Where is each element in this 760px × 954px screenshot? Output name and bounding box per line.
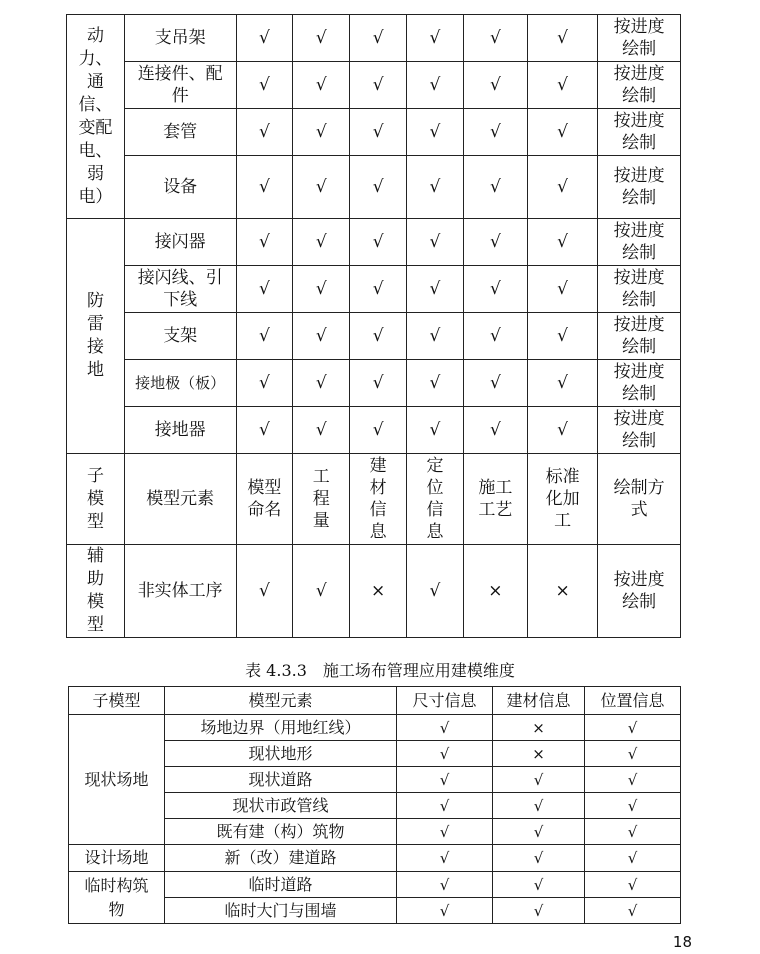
header-col: 模型命名 bbox=[236, 454, 293, 545]
mark-cell: √ bbox=[397, 898, 493, 924]
mark-cell: √ bbox=[293, 360, 350, 407]
header-submodel: 子模型 bbox=[67, 454, 125, 545]
mark-cell: √ bbox=[293, 109, 350, 156]
table-header-row bbox=[69, 687, 681, 715]
mark-cell: √ bbox=[350, 313, 407, 360]
mark-cell: √ bbox=[527, 219, 597, 266]
mark-cell: √ bbox=[293, 156, 350, 219]
mark-cell: √ bbox=[527, 313, 597, 360]
site-layout-modeling-table bbox=[68, 686, 681, 924]
mark-cell: √ bbox=[493, 898, 585, 924]
mark-cell: √ bbox=[527, 62, 597, 109]
submodel-cell: 设计场地 bbox=[69, 845, 165, 872]
mark-cell: √ bbox=[463, 407, 527, 454]
mark-cell: √ bbox=[585, 898, 681, 924]
element-cell: 临时道路 bbox=[165, 872, 397, 898]
submodel-cell: 防雷接地 bbox=[67, 219, 125, 454]
table-caption: 表 4.3.3 施工场布管理应用建模维度 bbox=[245, 661, 515, 680]
element-cell: 接地极（板） bbox=[124, 360, 236, 407]
method-cell: 按进度绘制 bbox=[598, 360, 681, 407]
element-cell: 既有建（构）筑物 bbox=[165, 819, 397, 845]
mark-cell: √ bbox=[407, 156, 464, 219]
mark-cell: √ bbox=[350, 360, 407, 407]
header-cell: 模型元素 bbox=[165, 687, 397, 715]
mark-cell: √ bbox=[493, 767, 585, 793]
element-cell: 接闪器 bbox=[124, 219, 236, 266]
mark-cell: √ bbox=[463, 360, 527, 407]
mark-cell: × bbox=[350, 545, 407, 638]
mark-cell: √ bbox=[236, 219, 293, 266]
mark-cell: √ bbox=[397, 872, 493, 898]
table-row bbox=[67, 313, 681, 360]
header-col: 施工工艺 bbox=[463, 454, 527, 545]
mark-cell: √ bbox=[397, 767, 493, 793]
element-cell: 非实体工序 bbox=[124, 545, 236, 638]
method-cell: 按进度绘制 bbox=[598, 156, 681, 219]
mark-cell: √ bbox=[527, 15, 597, 62]
mark-cell: √ bbox=[493, 845, 585, 872]
method-cell: 按进度绘制 bbox=[598, 266, 681, 313]
method-cell: 按进度绘制 bbox=[598, 313, 681, 360]
mark-cell: √ bbox=[350, 62, 407, 109]
modeling-dimension-table-1 bbox=[66, 14, 681, 638]
mark-cell: √ bbox=[397, 845, 493, 872]
mark-cell: √ bbox=[350, 156, 407, 219]
mark-cell: √ bbox=[350, 266, 407, 313]
element-cell: 场地边界（用地红线） bbox=[165, 715, 397, 741]
mark-cell: √ bbox=[397, 741, 493, 767]
mark-cell: √ bbox=[407, 109, 464, 156]
mark-cell: √ bbox=[493, 872, 585, 898]
header-col: 工程量 bbox=[293, 454, 350, 545]
element-cell: 支吊架 bbox=[124, 15, 236, 62]
header-col: 标准化加工 bbox=[527, 454, 597, 545]
submodel-cell: 现状场地 bbox=[69, 715, 165, 845]
mark-cell: √ bbox=[585, 845, 681, 872]
mark-cell: √ bbox=[293, 545, 350, 638]
table-row bbox=[67, 62, 681, 109]
mark-cell: √ bbox=[407, 15, 464, 62]
mark-cell: √ bbox=[236, 62, 293, 109]
mark-cell: √ bbox=[463, 313, 527, 360]
mark-cell: √ bbox=[585, 741, 681, 767]
table-row bbox=[69, 845, 681, 872]
header-method: 绘制方式 bbox=[598, 454, 681, 545]
element-cell: 设备 bbox=[124, 156, 236, 219]
mark-cell: √ bbox=[397, 715, 493, 741]
method-cell: 按进度绘制 bbox=[598, 219, 681, 266]
mark-cell: √ bbox=[350, 15, 407, 62]
element-cell: 现状市政管线 bbox=[165, 793, 397, 819]
mark-cell: √ bbox=[463, 156, 527, 219]
mark-cell: √ bbox=[463, 266, 527, 313]
mark-cell: √ bbox=[407, 62, 464, 109]
element-cell: 接闪线、引下线 bbox=[124, 266, 236, 313]
mark-cell: √ bbox=[236, 15, 293, 62]
mark-cell: √ bbox=[397, 819, 493, 845]
mark-cell: √ bbox=[397, 793, 493, 819]
mark-cell: √ bbox=[350, 219, 407, 266]
mark-cell: √ bbox=[236, 156, 293, 219]
element-cell: 临时大门与围墙 bbox=[165, 898, 397, 924]
header-col: 定位信息 bbox=[407, 454, 464, 545]
mark-cell: √ bbox=[236, 407, 293, 454]
table-row bbox=[67, 219, 681, 266]
mark-cell: √ bbox=[350, 109, 407, 156]
mark-cell: √ bbox=[493, 793, 585, 819]
mark-cell: √ bbox=[236, 545, 293, 638]
element-cell: 支架 bbox=[124, 313, 236, 360]
element-cell: 连接件、配件 bbox=[124, 62, 236, 109]
submodel-cell: 临时构筑物 bbox=[69, 872, 165, 924]
mark-cell: √ bbox=[527, 407, 597, 454]
mark-cell: × bbox=[527, 545, 597, 638]
table-header-row bbox=[67, 454, 681, 545]
mark-cell: √ bbox=[407, 360, 464, 407]
mark-cell: √ bbox=[585, 715, 681, 741]
mark-cell: √ bbox=[527, 109, 597, 156]
mark-cell: √ bbox=[493, 819, 585, 845]
header-cell: 位置信息 bbox=[585, 687, 681, 715]
mark-cell: √ bbox=[585, 767, 681, 793]
mark-cell: √ bbox=[407, 407, 464, 454]
mark-cell: √ bbox=[527, 266, 597, 313]
header-cell: 建材信息 bbox=[493, 687, 585, 715]
element-cell: 新（改）建道路 bbox=[165, 845, 397, 872]
element-cell: 现状道路 bbox=[165, 767, 397, 793]
table-row bbox=[69, 872, 681, 898]
header-element: 模型元素 bbox=[124, 454, 236, 545]
mark-cell: √ bbox=[585, 819, 681, 845]
table-row bbox=[67, 156, 681, 219]
header-cell: 子模型 bbox=[69, 687, 165, 715]
header-cell: 尺寸信息 bbox=[397, 687, 493, 715]
mark-cell: √ bbox=[293, 15, 350, 62]
table-row bbox=[67, 545, 681, 638]
mark-cell: √ bbox=[236, 109, 293, 156]
mark-cell: √ bbox=[585, 872, 681, 898]
mark-cell: √ bbox=[463, 109, 527, 156]
mark-cell: × bbox=[463, 545, 527, 638]
mark-cell: √ bbox=[350, 407, 407, 454]
page-number: 18 bbox=[672, 933, 692, 951]
method-cell: 按进度绘制 bbox=[598, 15, 681, 62]
table-row bbox=[67, 266, 681, 313]
table-row bbox=[67, 109, 681, 156]
mark-cell: √ bbox=[293, 62, 350, 109]
table-row bbox=[67, 15, 681, 62]
element-cell: 套管 bbox=[124, 109, 236, 156]
mark-cell: √ bbox=[293, 407, 350, 454]
table-row bbox=[69, 715, 681, 741]
mark-cell: √ bbox=[293, 266, 350, 313]
method-cell: 按进度绘制 bbox=[598, 545, 681, 638]
submodel-cell: 辅助模型 bbox=[67, 545, 125, 638]
mark-cell: √ bbox=[527, 156, 597, 219]
mark-cell: √ bbox=[585, 793, 681, 819]
mark-cell: √ bbox=[463, 219, 527, 266]
method-cell: 按进度绘制 bbox=[598, 62, 681, 109]
table-row bbox=[67, 407, 681, 454]
mark-cell: √ bbox=[407, 219, 464, 266]
mark-cell: √ bbox=[293, 219, 350, 266]
method-cell: 按进度绘制 bbox=[598, 407, 681, 454]
mark-cell: √ bbox=[236, 266, 293, 313]
mark-cell: √ bbox=[236, 360, 293, 407]
mark-cell: √ bbox=[407, 545, 464, 638]
mark-cell: √ bbox=[527, 360, 597, 407]
submodel-cell: 动力、通信、变配电、弱电） bbox=[67, 15, 125, 219]
header-col: 建材信息 bbox=[350, 454, 407, 545]
method-cell: 按进度绘制 bbox=[598, 109, 681, 156]
mark-cell: √ bbox=[293, 313, 350, 360]
mark-cell: √ bbox=[236, 313, 293, 360]
mark-cell: √ bbox=[407, 266, 464, 313]
mark-cell: × bbox=[493, 715, 585, 741]
mark-cell: √ bbox=[463, 15, 527, 62]
mark-cell: × bbox=[493, 741, 585, 767]
element-cell: 接地器 bbox=[124, 407, 236, 454]
mark-cell: √ bbox=[463, 62, 527, 109]
mark-cell: √ bbox=[407, 313, 464, 360]
table-row bbox=[67, 360, 681, 407]
element-cell: 现状地形 bbox=[165, 741, 397, 767]
